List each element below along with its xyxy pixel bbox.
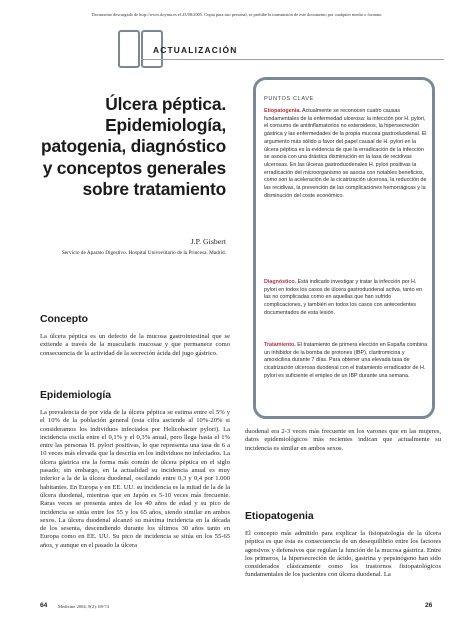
article-title: Úlcera péptica. Epidemiología, patogenia, diagnóstico y conceptos generales sobre tratamiento xyxy=(41,94,226,199)
section-label: ACTUALIZACIÓN xyxy=(153,45,238,55)
paragraph-concepto: La úlcera péptica es un defecto de la mucosa gastrointestinal que se extiende a través de la muscularis mucosae y que permanece como consecuencia de la actividad de la secreción ácida del jugo gástrico. xyxy=(40,333,230,357)
heading-etiopatogenia: Etiopatogenia xyxy=(245,511,314,522)
heading-epidemiologia: Epidemiología xyxy=(40,390,112,401)
author: J.P. Gisbert xyxy=(190,237,226,246)
journal-citation: Medicine 2004; 9(2): 68-74 xyxy=(58,604,109,609)
page-number-right: 26 xyxy=(425,602,433,609)
key-point-diagnostico xyxy=(264,279,428,318)
decorative-square-left xyxy=(118,30,140,68)
key-points-title: PUNTOS CLAVE xyxy=(264,96,314,102)
page-number-left: 64 xyxy=(40,602,48,609)
key-point-lead: Diagnóstico. xyxy=(264,279,297,285)
paragraph-epidemiologia-continued: duodenal era 2-3 veces más frecuente en los varones que en las mujeres, datos epidemiológicos más recientes indican que actualmente su incidencia es similar en ambos sexos. xyxy=(245,428,441,452)
key-point-tratamiento xyxy=(264,342,428,381)
paragraph-etiopatogenia: El concepto más admitido para explicar la fisiopatología de la úlcera péptica es que ésta es consecuencia de un desequilibrio entre los factores agresivos y defensivos que regulan la función de la mucosa gástrica. Entre los primeros, la hipersecreción de ácido, gastrina y pepsinógeno han sido considerados clásicamente como los trastornos fisiopatológicos fundamentales de los pacientes con úlcera duodenal. La xyxy=(245,530,441,579)
paragraph-epidemiologia: La prevalencia de por vida de la úlcera péptica se estima entre el 5% y el 10% de la población general (esta cifra asciende al 10%-20% si consideramos los individuos infectados por Helicobacter pylori). La incidencia oscila entre el 0,1% y el 0,3% anual, pero llega hasta el 1% entre las personas H. pylori positivas, lo que representa una tasa de 6 a 10 veces más elevada que la descrita en los individuos no infectados. La úlcera gástrica era la forma más común de úlcera péptica en el siglo pasado; sin embargo, en la actualidad su incidencia anual es muy inferior a la de la úlcera duodenal, oscilando entre 0,3 y 0,4 por 1.000 habitantes. En Europa y en EE. UU. su incidencia es la mitad de la de la úlcera duodenal, mientras que en Japón es 5-10 veces más frecuente. Raras veces se presenta antes de los 40 años de edad y su pico de incidencia se sitúa entre los 55 y los 65 años, siendo similar en ambos sexos. La úlcera duodenal alcanzó su máxima incidencia en la década de los sesenta, descendiendo durante los últimos 30 años tanto en Europa como en EE. UU. Su pico de incidencia se sitúa en los 55-65 años, y aunque en el pasado la úlcera xyxy=(40,409,230,549)
download-notice: Documento descargado de http://www.doyma.es el 25/08/2005. Copia para uso personal, se prohíbe la transmisión de este documento por cualquier medio o formato. xyxy=(91,12,383,17)
key-point-etiopatogenia xyxy=(264,108,428,201)
key-point-text: Está indicado investigar y tratar la infección por H. pylori en todos los casos de úlcera gastroduodenal activa, tanto en las no complicadas como en aquellas que han sufrido complicaciones, y también en todos los casos con antecedentes documentados de esta lesión. xyxy=(264,279,423,316)
affiliation: Servicio de Aparato Digestivo. Hospital Universitario de la Princesa. Madrid. xyxy=(61,250,226,256)
key-point-lead: Tratamiento. xyxy=(264,342,296,348)
key-point-text: El tratamiento de primera elección en España combina un inhibidor de la bomba de protones (IBP), claritromicina y amoxicilina durante 7 días. Para obtener una elevada tasa de cicatrización ulcerosa duodenal con el tratamiento erradicador de H. pylori es suficiente el empleo de un IBP durante una semana. xyxy=(264,342,428,379)
header-rule xyxy=(141,59,444,60)
key-point-lead: Etiopatogenia. xyxy=(264,108,301,114)
heading-concepto: Concepto xyxy=(40,314,88,325)
key-point-text: Actualmente se reconocen cuatro causas fundamentales de la enfermedad ulcerosa: la infección por H. pylori, el consumo de antiinflamatorios no esteroideos, la hipersecreción gástrica y las enfermedades de la propia mucosa gastroduodenal. El argumento más sólido a favor del papel causal de H. pylori en la úlcera péptica es la evidencia de que la erradicación de la infección se asocia con una drástica disminución en la tasa de recidivas ulcerosas. En las úlceras gastroduodenales H. pylori positivas la erradicación del microorganismo se asocia con notables beneficios, como son la aceleración de la cicatrización ulcerosa, la reducción de las recidivas, la prevención de las complicaciones hemorrágicas y la disminución del coste económico. xyxy=(264,108,427,199)
